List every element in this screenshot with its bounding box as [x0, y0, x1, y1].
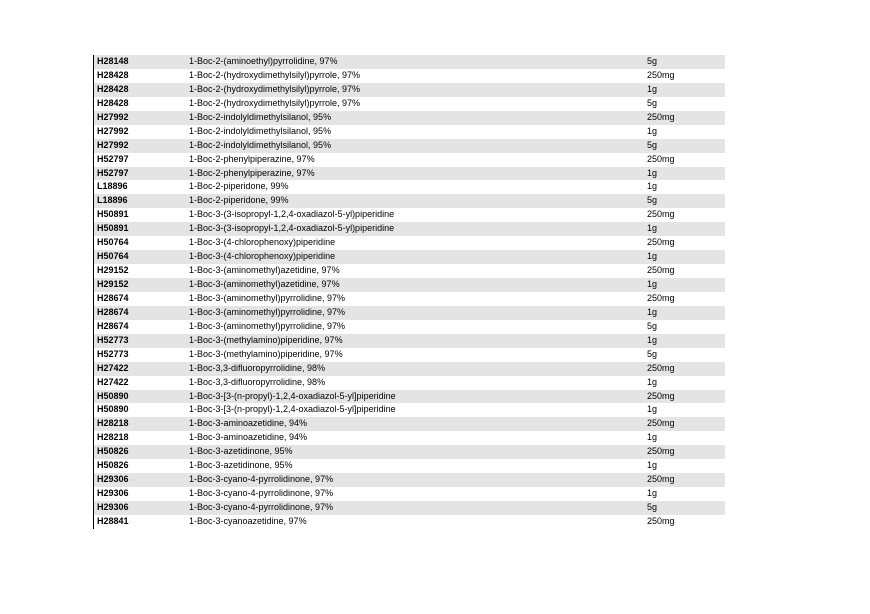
pack-size-cell: 250mg [647, 362, 675, 373]
pack-size-cell: 5g [647, 320, 658, 331]
pack-size-cell: 250mg [647, 390, 675, 401]
product-name-cell: 1-Boc-2-(hydroxydimethylsilyl)pyrrole, 97% [189, 97, 361, 108]
product-code-cell: H50826 [97, 446, 129, 457]
table-row [94, 459, 725, 473]
product-name-cell: 1-Boc-3-(aminomethyl)pyrrolidine, 97% [189, 292, 346, 303]
pack-size-cell: 1g [647, 251, 658, 262]
table-row [94, 236, 725, 250]
product-code-cell: H29306 [97, 488, 129, 499]
product-code-cell: H27992 [97, 125, 129, 136]
pack-size-cell: 1g [647, 83, 658, 94]
table-row [94, 111, 725, 125]
product-code-cell: H29306 [97, 502, 129, 512]
product-name-cell: 1-Boc-2-phenylpiperazine, 97% [189, 167, 315, 178]
product-code-cell: H28148 [97, 56, 129, 66]
product-code-cell: H28841 [97, 515, 129, 526]
pack-size-cell: 1g [647, 334, 658, 345]
product-code-cell: H28218 [97, 432, 129, 443]
table-row [94, 306, 725, 320]
product-code-cell: H27992 [97, 139, 129, 150]
product-code-cell: H27422 [97, 362, 129, 373]
pack-size-cell: 250mg [647, 474, 675, 485]
product-code-cell: H28428 [97, 97, 129, 108]
pack-size-cell: 250mg [647, 237, 675, 248]
pack-size-cell: 5g [647, 97, 658, 108]
table-row [94, 473, 725, 487]
product-name-cell: 1-Boc-3-cyano-4-pyrrolidinone, 97% [189, 488, 334, 499]
product-code-cell: H27422 [97, 376, 129, 387]
product-code-cell: H52797 [97, 153, 129, 164]
table-row [94, 348, 725, 362]
product-code-cell: L18896 [97, 195, 128, 206]
table-row [94, 167, 725, 181]
product-code-cell: H28674 [97, 306, 129, 317]
pack-size-cell: 1g [647, 279, 658, 289]
product-name-cell: 1-Boc-3-(methylamino)piperidine, 97% [189, 348, 343, 359]
product-name-cell: 1-Boc-2-(hydroxydimethylsilyl)pyrrole, 97% [189, 69, 361, 80]
table-row [94, 487, 725, 501]
product-name-cell: 1-Boc-2-(hydroxydimethylsilyl)pyrrole, 97% [189, 83, 361, 94]
product-name-cell: 1-Boc-2-indolyldimethylsilanol, 95% [189, 125, 332, 136]
product-name-cell: 1-Boc-3,3-difluoropyrrolidine, 98% [189, 362, 326, 373]
pack-size-cell: 1g [647, 167, 658, 178]
product-code-cell: H50764 [97, 251, 129, 262]
product-code-cell: H28428 [97, 83, 129, 94]
table-row [94, 515, 725, 529]
table-row [94, 125, 725, 139]
pack-size-cell: 250mg [647, 446, 675, 457]
pack-size-cell: 5g [647, 56, 658, 66]
product-name-cell: 1-Boc-3-azetidinone, 95% [189, 460, 293, 471]
product-name-cell: 1-Boc-2-phenylpiperazine, 97% [189, 153, 315, 164]
product-name-cell: 1-Boc-3-[3-(n-propyl)-1,2,4-oxadiazol-5-yl]piperidine [189, 404, 396, 415]
product-name-cell: 1-Boc-3-cyano-4-pyrrolidinone, 97% [189, 502, 334, 512]
table-row [94, 194, 725, 208]
table-row [94, 445, 725, 459]
pack-size-cell: 5g [647, 195, 658, 206]
pack-size-cell: 250mg [647, 209, 675, 220]
table-row [94, 362, 725, 376]
pack-size-cell: 5g [647, 348, 658, 359]
product-code-cell: H29152 [97, 279, 129, 289]
product-name-cell: 1-Boc-2-indolyldimethylsilanol, 95% [189, 139, 332, 150]
pack-size-cell: 250mg [647, 153, 675, 164]
pack-size-cell: 1g [647, 488, 658, 499]
table-row [94, 97, 725, 111]
pack-size-cell: 5g [647, 139, 658, 150]
pack-size-cell: 1g [647, 181, 658, 192]
table-row [94, 431, 725, 445]
product-code-cell: H50826 [97, 460, 129, 471]
pack-size-cell: 250mg [647, 111, 675, 122]
product-name-cell: 1-Boc-3-(aminomethyl)pyrrolidine, 97% [189, 320, 346, 331]
table-row [94, 208, 725, 222]
pack-size-cell: 5g [647, 502, 658, 512]
product-code-cell: H50890 [97, 390, 129, 401]
table-row [94, 180, 725, 194]
product-code-cell: H50891 [97, 223, 129, 234]
product-name-cell: 1-Boc-3-(aminomethyl)pyrrolidine, 97% [189, 306, 346, 317]
product-name-cell: 1-Boc-3-[3-(n-propyl)-1,2,4-oxadiazol-5-yl]piperidine [189, 390, 396, 401]
product-code-cell: H29152 [97, 265, 129, 276]
product-code-cell: H52773 [97, 348, 129, 359]
product-name-cell: 1-Boc-3-(aminomethyl)azetidine, 97% [189, 265, 340, 276]
product-code-cell: H28674 [97, 292, 129, 303]
product-name-cell: 1-Boc-3-cyano-4-pyrrolidinone, 97% [189, 474, 334, 485]
table-row [94, 334, 725, 348]
product-name-cell: 1-Boc-2-indolyldimethylsilanol, 95% [189, 111, 332, 122]
product-code-cell: H52773 [97, 334, 129, 345]
table-row [94, 292, 725, 306]
product-name-cell: 1-Boc-3-(4-chlorophenoxy)piperidine [189, 237, 336, 248]
product-name-cell: 1-Boc-3-aminoazetidine, 94% [189, 418, 308, 429]
product-name-cell: 1-Boc-3-azetidinone, 95% [189, 446, 293, 457]
product-name-cell: 1-Boc-3,3-difluoropyrrolidine, 98% [189, 376, 326, 387]
pack-size-cell: 250mg [647, 292, 675, 303]
product-code-cell: H28674 [97, 320, 129, 331]
product-code-cell: H50764 [97, 237, 129, 248]
product-name-cell: 1-Boc-3-(aminomethyl)azetidine, 97% [189, 279, 340, 289]
product-table [93, 55, 725, 529]
table-row [94, 139, 725, 153]
pack-size-cell: 1g [647, 125, 658, 136]
product-name-cell: 1-Boc-2-(aminoethyl)pyrrolidine, 97% [189, 56, 338, 66]
table-row [94, 83, 725, 97]
product-code-cell: H28218 [97, 418, 129, 429]
table-row [94, 69, 725, 83]
table-row [94, 264, 725, 278]
table-row [94, 320, 725, 334]
product-code-cell: L18896 [97, 181, 128, 192]
product-code-cell: H50891 [97, 209, 129, 220]
pack-size-cell: 250mg [647, 515, 675, 526]
product-name-cell: 1-Boc-3-(3-isopropyl-1,2,4-oxadiazol-5-yl)piperidine [189, 209, 395, 220]
table-row [94, 278, 725, 292]
product-code-cell: H28428 [97, 69, 129, 80]
product-code-cell: H50890 [97, 404, 129, 415]
product-code-cell: H27992 [97, 111, 129, 122]
pack-size-cell: 1g [647, 404, 658, 415]
pack-size-cell: 250mg [647, 418, 675, 429]
pack-size-cell: 250mg [647, 69, 675, 80]
pack-size-cell: 1g [647, 460, 658, 471]
table-row [94, 250, 725, 264]
product-name-cell: 1-Boc-2-piperidone, 99% [189, 195, 289, 206]
product-code-cell: H29306 [97, 474, 129, 485]
pack-size-cell: 1g [647, 223, 658, 234]
table-row [94, 417, 725, 431]
product-name-cell: 1-Boc-3-aminoazetidine, 94% [189, 432, 308, 443]
table-row [94, 501, 725, 515]
table-row [94, 390, 725, 404]
pack-size-cell: 1g [647, 432, 658, 443]
product-name-cell: 1-Boc-3-(4-chlorophenoxy)piperidine [189, 251, 336, 262]
product-code-cell: H52797 [97, 167, 129, 178]
product-name-cell: 1-Boc-3-(methylamino)piperidine, 97% [189, 334, 343, 345]
pack-size-cell: 1g [647, 306, 658, 317]
product-name-cell: 1-Boc-2-piperidone, 99% [189, 181, 289, 192]
product-name-cell: 1-Boc-3-cyanoazetidine, 97% [189, 515, 307, 526]
table-row [94, 222, 725, 236]
table-row [94, 153, 725, 167]
pack-size-cell: 1g [647, 376, 658, 387]
pack-size-cell: 250mg [647, 265, 675, 276]
product-name-cell: 1-Boc-3-(3-isopropyl-1,2,4-oxadiazol-5-yl)piperidine [189, 223, 395, 234]
table-row [94, 55, 725, 69]
table-row [94, 376, 725, 390]
table-row [94, 403, 725, 417]
